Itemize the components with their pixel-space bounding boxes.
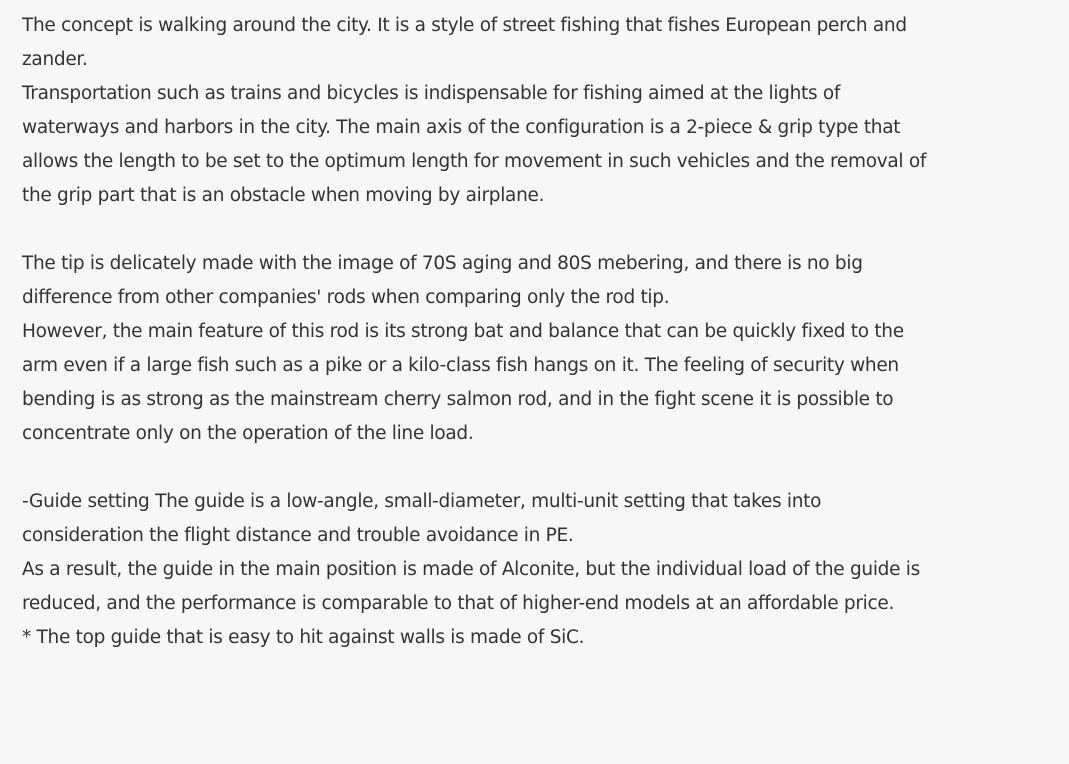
paragraph-spacer	[22, 213, 1047, 247]
paragraph-guide	[22, 485, 1047, 655]
text-line: * The top guide that is easy to hit against walls is made of SiC.	[22, 627, 585, 648]
text-line: The tip is delicately made with the image of 70S aging and 80S mebering, and there is no big	[22, 253, 863, 274]
text-line: difference from other companies' rods when comparing only the rod tip.	[22, 287, 670, 308]
text-line: zander.	[22, 49, 88, 70]
text-line: concentrate only on the operation of the line load.	[22, 423, 474, 444]
text-line: waterways and harbors in the city. The main axis of the configuration is a 2-piece & grip type that	[22, 117, 901, 138]
text-line: reduced, and the performance is comparable to that of higher-end models at an affordable price.	[22, 593, 895, 614]
text-line: arm even if a large fish such as a pike or a kilo-class fish hangs on it. The feeling of security when	[22, 355, 899, 376]
paragraph-concept	[22, 9, 1047, 213]
text-line: -Guide setting The guide is a low-angle, small-diameter, multi-unit setting that takes into	[22, 491, 822, 512]
text-line: allows the length to be set to the optimum length for movement in such vehicles and the removal of	[22, 151, 927, 172]
text-line: As a result, the guide in the main position is made of Alconite, but the individual load of the guide is	[22, 559, 920, 580]
text-line: the grip part that is an obstacle when moving by airplane.	[22, 185, 545, 206]
text-line: Transportation such as trains and bicycles is indispensable for fishing aimed at the lights of	[22, 83, 841, 104]
paragraph-spacer	[22, 451, 1047, 485]
text-line: However, the main feature of this rod is its strong bat and balance that can be quickly fixed to the	[22, 321, 904, 342]
paragraph-tip	[22, 247, 1047, 451]
text-line: bending is as strong as the mainstream cherry salmon rod, and in the fight scene it is possible to	[22, 389, 894, 410]
text-line: The concept is walking around the city. It is a style of street fishing that fishes European perch and	[22, 15, 907, 36]
text-line: consideration the flight distance and trouble avoidance in PE.	[22, 525, 574, 546]
